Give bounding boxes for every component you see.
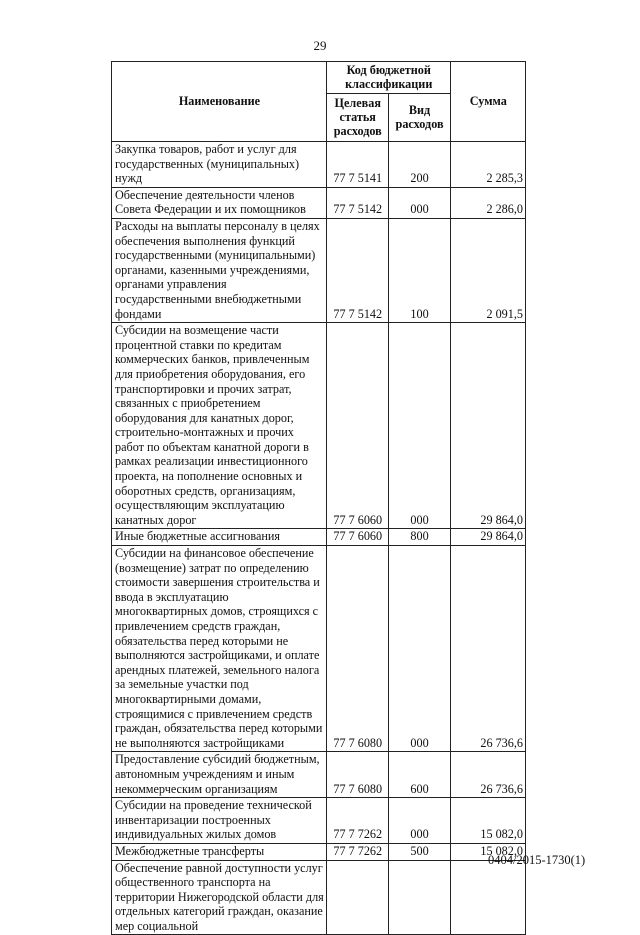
table-row — [112, 187, 526, 218]
row-target-article: 77 7 6060 — [326, 323, 388, 529]
header-code-group: Код бюджетной классификации — [326, 62, 450, 94]
table-row — [112, 142, 526, 188]
row-sum: 2 285,3 — [450, 142, 525, 188]
row-name: Межбюджетные трансферты — [112, 843, 327, 860]
header-expense-type: Вид расходов — [388, 94, 450, 142]
document-code: 0404/2015-1730(1) — [488, 853, 586, 867]
row-name: Субсидии на возмещение части процентной ставки по кредитам коммерческих банков, привлеченным для приобретения оборудования, его транспортировки и прочих затрат, связанных с приобретением оборудования для канатных дорог, строительно-монтажных и прочих работ по объектам канатной дороги в рамках реализации инвестиционного проекта, на пополнение основных и оборотных средств, организациям, осуществляющим эксплуатацию канатных дорог — [112, 323, 327, 529]
row-target-article: 77 7 5142 — [326, 187, 388, 218]
row-expense-type: 000 — [388, 187, 450, 218]
row-expense-type: 000 — [388, 323, 450, 529]
row-sum — [450, 860, 525, 935]
row-name: Иные бюджетные ассигнования — [112, 529, 327, 546]
header-target-article: Целевая статья расходов — [326, 94, 388, 142]
table-row — [112, 546, 526, 752]
row-sum: 29 864,0 — [450, 323, 525, 529]
row-sum: 29 864,0 — [450, 529, 525, 546]
row-expense-type — [388, 860, 450, 935]
row-target-article — [326, 860, 388, 935]
table-row — [112, 798, 526, 844]
row-name: Закупка товаров, работ и услуг для государственных (муниципальных) нужд — [112, 142, 327, 188]
row-target-article: 77 7 6080 — [326, 752, 388, 798]
row-expense-type: 800 — [388, 529, 450, 546]
row-expense-type: 000 — [388, 546, 450, 752]
header-sum: Сумма — [450, 62, 525, 142]
page-number: 29 — [313, 38, 327, 53]
table-row — [112, 860, 526, 935]
row-name: Предоставление субсидий бюджетным, автономным учреждениям и иным некоммерческим организациям — [112, 752, 327, 798]
row-sum: 2 286,0 — [450, 187, 525, 218]
row-sum: 2 091,5 — [450, 218, 525, 322]
row-expense-type: 500 — [388, 843, 450, 860]
row-target-article: 77 7 6080 — [326, 546, 388, 752]
row-target-article: 77 7 6060 — [326, 529, 388, 546]
row-name: Расходы на выплаты персоналу в целях обеспечения выполнения функций государственными (муниципальными) органами, казенными учреждениями, органами управления государственными внебюджетными фондами — [112, 218, 327, 322]
table-row — [112, 843, 526, 860]
row-target-article: 77 7 7262 — [326, 843, 388, 860]
row-target-article: 77 7 7262 — [326, 798, 388, 844]
table-row — [112, 529, 526, 546]
row-target-article: 77 7 5141 — [326, 142, 388, 188]
budget-table — [111, 61, 526, 935]
row-name: Обеспечение деятельности членов Совета Федерации и их помощников — [112, 187, 327, 218]
row-name: Субсидии на проведение технической инвентаризации построенных индивидуальных жилых домов — [112, 798, 327, 844]
row-sum: 26 736,6 — [450, 546, 525, 752]
table-row — [112, 752, 526, 798]
header-name: Наименование — [112, 62, 327, 142]
table-row — [112, 218, 526, 322]
table-row — [112, 323, 526, 529]
row-target-article: 77 7 5142 — [326, 218, 388, 322]
row-expense-type: 600 — [388, 752, 450, 798]
row-sum: 26 736,6 — [450, 752, 525, 798]
row-sum: 15 082,0 — [450, 798, 525, 844]
row-expense-type: 100 — [388, 218, 450, 322]
row-name: Субсидии на финансовое обеспечение (возмещение) затрат по определению стоимости завершения строительства и ввода в эксплуатацию многоквартирных домов, строящихся с привлечением средств граждан, обязательства перед которыми не выполняются застройщиками, и оплате арендных платежей, земельного налога за земельные участки под многоквартирными домами, строящимися с привлечением средств граждан, обязательства перед которыми не выполняются застройщиками — [112, 546, 327, 752]
row-sum: 15 082,0 — [450, 843, 525, 860]
row-expense-type: 200 — [388, 142, 450, 188]
row-expense-type: 000 — [388, 798, 450, 844]
table-header-row — [112, 62, 526, 94]
row-name: Обеспечение равной доступности услуг общественного транспорта на территории Нижегородской области для отдельных категорий граждан, оказание мер социальной — [112, 860, 327, 935]
